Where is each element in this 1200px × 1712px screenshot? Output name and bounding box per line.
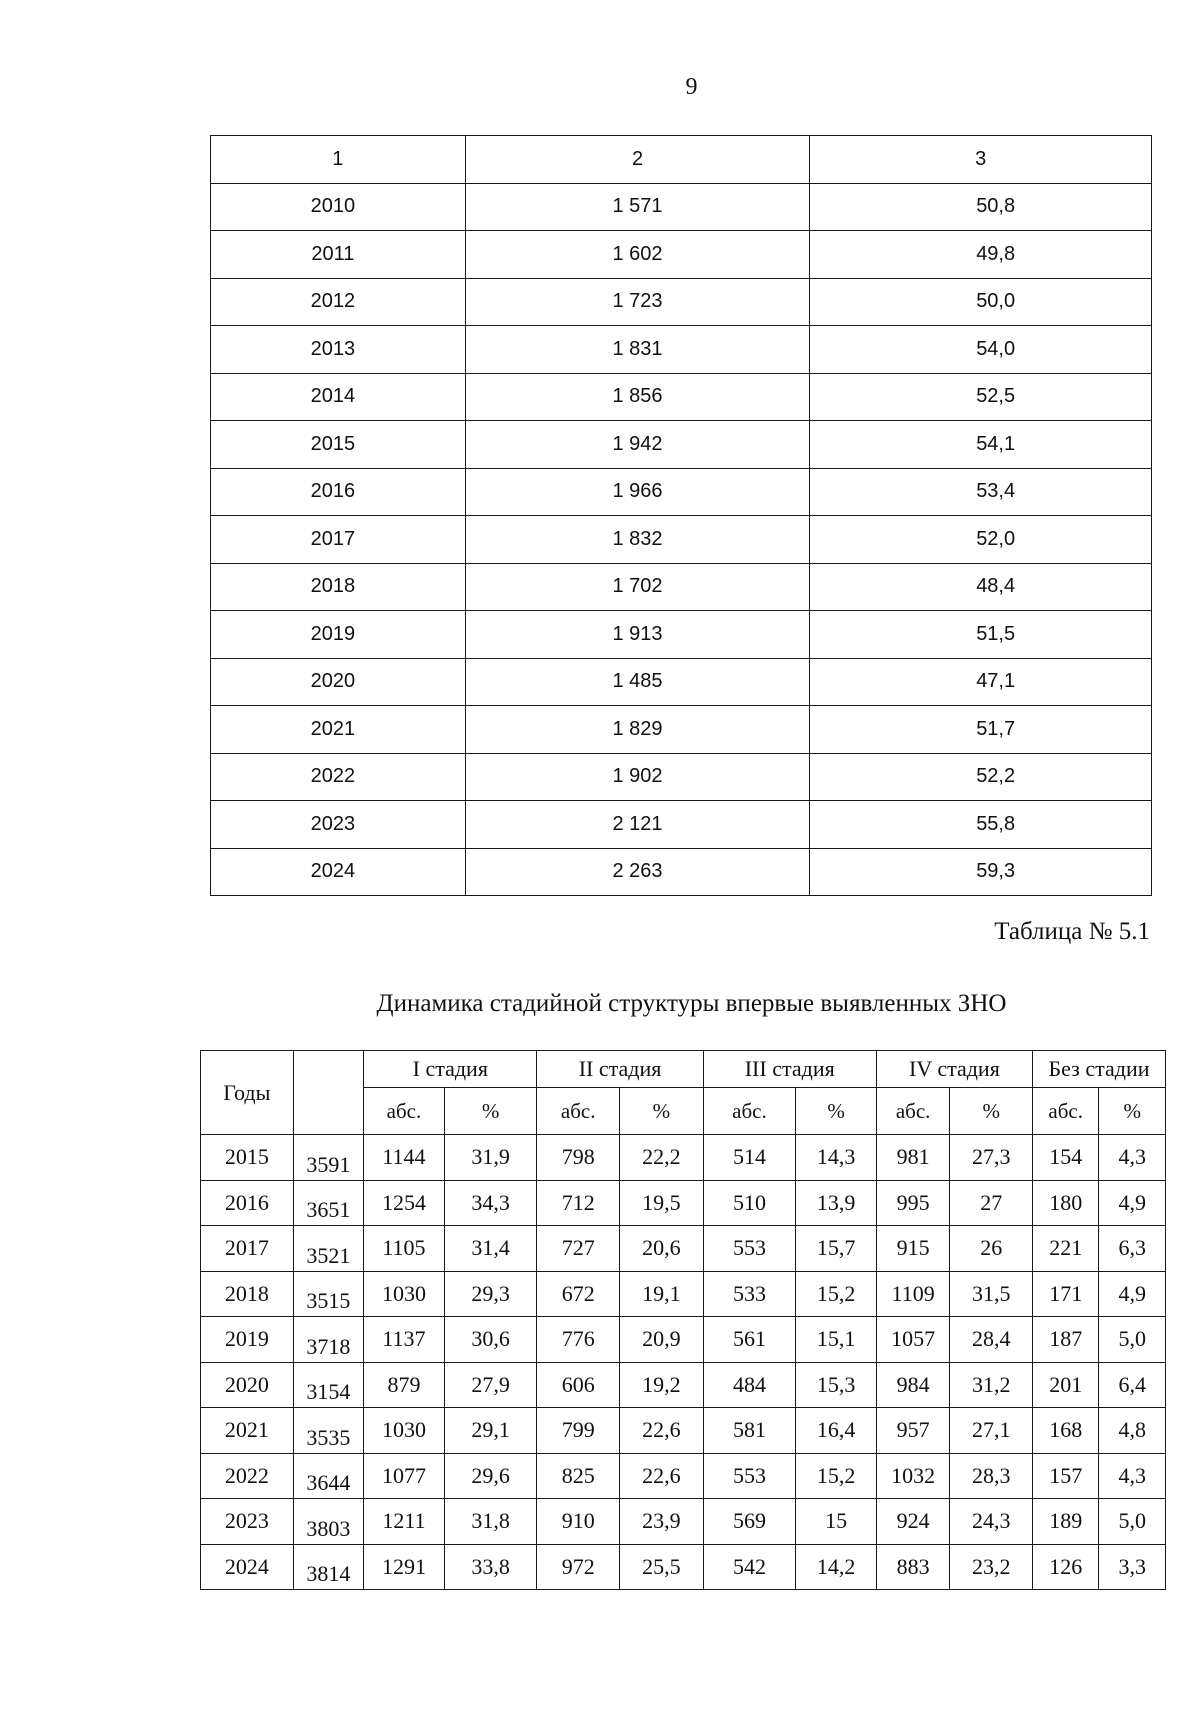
percent-cell: 22,6	[620, 1408, 704, 1454]
abs-cell: 157	[1032, 1453, 1098, 1499]
percent-cell: 29,6	[444, 1453, 537, 1499]
percent-cell: 20,6	[620, 1226, 704, 1272]
percent-cell: 14,2	[796, 1544, 877, 1590]
count-cell: 1 571	[465, 183, 810, 231]
year-cell: 2020	[201, 1362, 294, 1408]
count-cell: 1 913	[465, 611, 810, 659]
percent-cell: 15,3	[796, 1362, 877, 1408]
year-cell: 2018	[211, 563, 466, 611]
count-cell: 1 723	[465, 278, 810, 326]
percent-cell: 15	[796, 1499, 877, 1545]
abs-cell: 1077	[364, 1453, 445, 1499]
table-row	[201, 1135, 1166, 1181]
column-number-header: 3	[810, 136, 1152, 184]
abs-subheader: абс.	[364, 1088, 445, 1135]
value-cell: 50,8	[810, 183, 1152, 231]
column-number-header: 1	[211, 136, 466, 184]
stage-header: I стадия	[364, 1051, 537, 1088]
percent-cell: 13,9	[796, 1180, 877, 1226]
value-cell: 49,8	[810, 231, 1152, 279]
count-cell: 2 121	[465, 801, 810, 849]
abs-cell: 542	[703, 1544, 796, 1590]
year-cell: 2024	[201, 1544, 294, 1590]
table-row	[211, 706, 1152, 754]
stage-header: IV стадия	[876, 1051, 1032, 1088]
year-cell: 2015	[211, 421, 466, 469]
total-cell: 3803	[293, 1499, 364, 1545]
abs-cell: 187	[1032, 1317, 1098, 1363]
abs-cell: 981	[876, 1135, 950, 1181]
percent-cell: 26	[950, 1226, 1033, 1272]
percent-cell: 29,1	[444, 1408, 537, 1454]
abs-cell: 154	[1032, 1135, 1098, 1181]
abs-cell: 1030	[364, 1408, 445, 1454]
count-cell: 1 902	[465, 753, 810, 801]
count-cell: 1 829	[465, 706, 810, 754]
percent-cell: 4,8	[1099, 1408, 1166, 1454]
abs-cell: 168	[1032, 1408, 1098, 1454]
abs-cell: 984	[876, 1362, 950, 1408]
abs-cell: 825	[537, 1453, 620, 1499]
value-cell: 52,0	[810, 516, 1152, 564]
abs-cell: 672	[537, 1271, 620, 1317]
percent-cell: 5,0	[1099, 1499, 1166, 1545]
count-cell: 1 831	[465, 326, 810, 374]
abs-subheader: абс.	[876, 1088, 950, 1135]
value-cell: 47,1	[810, 658, 1152, 706]
count-cell: 1 966	[465, 468, 810, 516]
abs-subheader: абс.	[1032, 1088, 1098, 1135]
year-cell: 2022	[201, 1453, 294, 1499]
abs-cell: 1211	[364, 1499, 445, 1545]
percent-cell: 23,2	[950, 1544, 1033, 1590]
total-cell: 3521	[293, 1226, 364, 1272]
table-row	[211, 611, 1152, 659]
total-cell: 3591	[293, 1135, 364, 1181]
percent-cell: 6,4	[1099, 1362, 1166, 1408]
abs-cell: 1137	[364, 1317, 445, 1363]
year-cell: 2016	[201, 1180, 294, 1226]
table-row	[201, 1226, 1166, 1272]
table-row	[211, 516, 1152, 564]
percent-cell: 31,2	[950, 1362, 1033, 1408]
value-cell: 59,3	[810, 848, 1152, 896]
percent-subheader: %	[444, 1088, 537, 1135]
abs-cell: 915	[876, 1226, 950, 1272]
year-cell: 2015	[201, 1135, 294, 1181]
percent-subheader: %	[1099, 1088, 1166, 1135]
abs-subheader: абс.	[703, 1088, 796, 1135]
table-row	[211, 753, 1152, 801]
abs-cell: 910	[537, 1499, 620, 1545]
table-row	[211, 563, 1152, 611]
value-cell: 53,4	[810, 468, 1152, 516]
abs-cell: 1030	[364, 1271, 445, 1317]
percent-cell: 4,9	[1099, 1180, 1166, 1226]
percent-cell: 19,2	[620, 1362, 704, 1408]
abs-cell: 776	[537, 1317, 620, 1363]
table-row	[201, 1271, 1166, 1317]
table-row	[211, 848, 1152, 896]
percent-cell: 15,7	[796, 1226, 877, 1272]
percent-cell: 4,3	[1099, 1453, 1166, 1499]
total-cell: 3814	[293, 1544, 364, 1590]
percent-cell: 22,2	[620, 1135, 704, 1181]
value-cell: 51,5	[810, 611, 1152, 659]
table-row	[211, 183, 1152, 231]
count-cell: 1 485	[465, 658, 810, 706]
percent-cell: 15,2	[796, 1453, 877, 1499]
table-row	[201, 1499, 1166, 1545]
percent-cell: 3,3	[1099, 1544, 1166, 1590]
table-row	[201, 1408, 1166, 1454]
value-cell: 54,0	[810, 326, 1152, 374]
year-cell: 2011	[211, 231, 466, 279]
percent-cell: 27,1	[950, 1408, 1033, 1454]
years-header: Годы	[201, 1051, 294, 1135]
count-cell: 1 602	[465, 231, 810, 279]
value-cell: 48,4	[810, 563, 1152, 611]
table-row	[201, 1180, 1166, 1226]
abs-cell: 1109	[876, 1271, 950, 1317]
abs-cell: 126	[1032, 1544, 1098, 1590]
table-row	[211, 231, 1152, 279]
abs-cell: 606	[537, 1362, 620, 1408]
stage-header: III стадия	[703, 1051, 876, 1088]
stage-header: II стадия	[537, 1051, 703, 1088]
abs-cell: 924	[876, 1499, 950, 1545]
total-header	[293, 1051, 364, 1135]
percent-cell: 14,3	[796, 1135, 877, 1181]
abs-cell: 972	[537, 1544, 620, 1590]
table-row	[211, 373, 1152, 421]
percent-cell: 24,3	[950, 1499, 1033, 1545]
total-cell: 3644	[293, 1453, 364, 1499]
percent-cell: 19,1	[620, 1271, 704, 1317]
percent-cell: 4,9	[1099, 1271, 1166, 1317]
total-cell: 3515	[293, 1271, 364, 1317]
year-cell: 2017	[211, 516, 466, 564]
percent-cell: 31,9	[444, 1135, 537, 1181]
percent-cell: 27	[950, 1180, 1033, 1226]
abs-cell: 514	[703, 1135, 796, 1181]
abs-cell: 1144	[364, 1135, 445, 1181]
abs-cell: 201	[1032, 1362, 1098, 1408]
total-cell: 3535	[293, 1408, 364, 1454]
percent-cell: 33,8	[444, 1544, 537, 1590]
percent-cell: 31,8	[444, 1499, 537, 1545]
abs-cell: 561	[703, 1317, 796, 1363]
abs-cell: 581	[703, 1408, 796, 1454]
year-cell: 2014	[211, 373, 466, 421]
abs-cell: 189	[1032, 1499, 1098, 1545]
value-cell: 55,8	[810, 801, 1152, 849]
year-cell: 2020	[211, 658, 466, 706]
year-cell: 2017	[201, 1226, 294, 1272]
abs-cell: 798	[537, 1135, 620, 1181]
percent-cell: 31,4	[444, 1226, 537, 1272]
year-cell: 2019	[201, 1317, 294, 1363]
abs-cell: 171	[1032, 1271, 1098, 1317]
abs-cell: 883	[876, 1544, 950, 1590]
abs-cell: 569	[703, 1499, 796, 1545]
percent-cell: 16,4	[796, 1408, 877, 1454]
table-row	[211, 278, 1152, 326]
table-row	[211, 421, 1152, 469]
percent-cell: 27,3	[950, 1135, 1033, 1181]
year-cell: 2012	[211, 278, 466, 326]
percent-cell: 23,9	[620, 1499, 704, 1545]
percent-subheader: %	[950, 1088, 1033, 1135]
table-row	[201, 1317, 1166, 1363]
abs-cell: 510	[703, 1180, 796, 1226]
year-cell: 2022	[211, 753, 466, 801]
percent-cell: 30,6	[444, 1317, 537, 1363]
table-row	[211, 468, 1152, 516]
abs-cell: 1291	[364, 1544, 445, 1590]
percent-cell: 29,3	[444, 1271, 537, 1317]
table-row	[211, 801, 1152, 849]
year-cell: 2023	[201, 1499, 294, 1545]
percent-cell: 27,9	[444, 1362, 537, 1408]
abs-cell: 533	[703, 1271, 796, 1317]
abs-cell: 879	[364, 1362, 445, 1408]
abs-cell: 799	[537, 1408, 620, 1454]
value-cell: 52,5	[810, 373, 1152, 421]
percent-cell: 15,1	[796, 1317, 877, 1363]
abs-cell: 484	[703, 1362, 796, 1408]
value-cell: 50,0	[810, 278, 1152, 326]
total-cell: 3718	[293, 1317, 364, 1363]
year-cell: 2019	[211, 611, 466, 659]
count-cell: 1 702	[465, 563, 810, 611]
cases-by-year-table	[210, 135, 1152, 896]
table-row	[201, 1362, 1166, 1408]
abs-cell: 727	[537, 1226, 620, 1272]
stage-header: Без стадии	[1032, 1051, 1165, 1088]
year-cell: 2018	[201, 1271, 294, 1317]
table-row	[201, 1453, 1166, 1499]
table-row	[201, 1544, 1166, 1590]
count-cell: 2 263	[465, 848, 810, 896]
percent-cell: 34,3	[444, 1180, 537, 1226]
abs-cell: 957	[876, 1408, 950, 1454]
abs-cell: 995	[876, 1180, 950, 1226]
abs-cell: 712	[537, 1180, 620, 1226]
page-number: 9	[685, 74, 698, 100]
abs-cell: 221	[1032, 1226, 1098, 1272]
abs-cell: 1254	[364, 1180, 445, 1226]
percent-cell: 31,5	[950, 1271, 1033, 1317]
percent-cell: 6,3	[1099, 1226, 1166, 1272]
total-cell: 3651	[293, 1180, 364, 1226]
percent-cell: 25,5	[620, 1544, 704, 1590]
percent-subheader: %	[620, 1088, 704, 1135]
total-cell: 3154	[293, 1362, 364, 1408]
count-cell: 1 942	[465, 421, 810, 469]
percent-cell: 28,4	[950, 1317, 1033, 1363]
table-caption: Таблица № 5.1	[994, 918, 1150, 945]
abs-cell: 180	[1032, 1180, 1098, 1226]
value-cell: 52,2	[810, 753, 1152, 801]
abs-cell: 553	[703, 1226, 796, 1272]
abs-cell: 553	[703, 1453, 796, 1499]
value-cell: 51,7	[810, 706, 1152, 754]
year-cell: 2024	[211, 848, 466, 896]
column-number-header: 2	[465, 136, 810, 184]
percent-cell: 22,6	[620, 1453, 704, 1499]
year-cell: 2023	[211, 801, 466, 849]
year-cell: 2016	[211, 468, 466, 516]
percent-cell: 28,3	[950, 1453, 1033, 1499]
abs-cell: 1057	[876, 1317, 950, 1363]
table-row	[211, 658, 1152, 706]
percent-cell: 20,9	[620, 1317, 704, 1363]
percent-cell: 15,2	[796, 1271, 877, 1317]
table-title: Динамика стадийной структуры впервые выявленных ЗНО	[376, 990, 1007, 1017]
abs-cell: 1032	[876, 1453, 950, 1499]
percent-subheader: %	[796, 1088, 877, 1135]
percent-cell: 5,0	[1099, 1317, 1166, 1363]
year-cell: 2021	[201, 1408, 294, 1454]
year-cell: 2013	[211, 326, 466, 374]
value-cell: 54,1	[810, 421, 1152, 469]
count-cell: 1 832	[465, 516, 810, 564]
percent-cell: 19,5	[620, 1180, 704, 1226]
count-cell: 1 856	[465, 373, 810, 421]
percent-cell: 4,3	[1099, 1135, 1166, 1181]
year-cell: 2021	[211, 706, 466, 754]
abs-cell: 1105	[364, 1226, 445, 1272]
stage-structure-table	[200, 1050, 1166, 1590]
table-row	[211, 326, 1152, 374]
year-cell: 2010	[211, 183, 466, 231]
abs-subheader: абс.	[537, 1088, 620, 1135]
